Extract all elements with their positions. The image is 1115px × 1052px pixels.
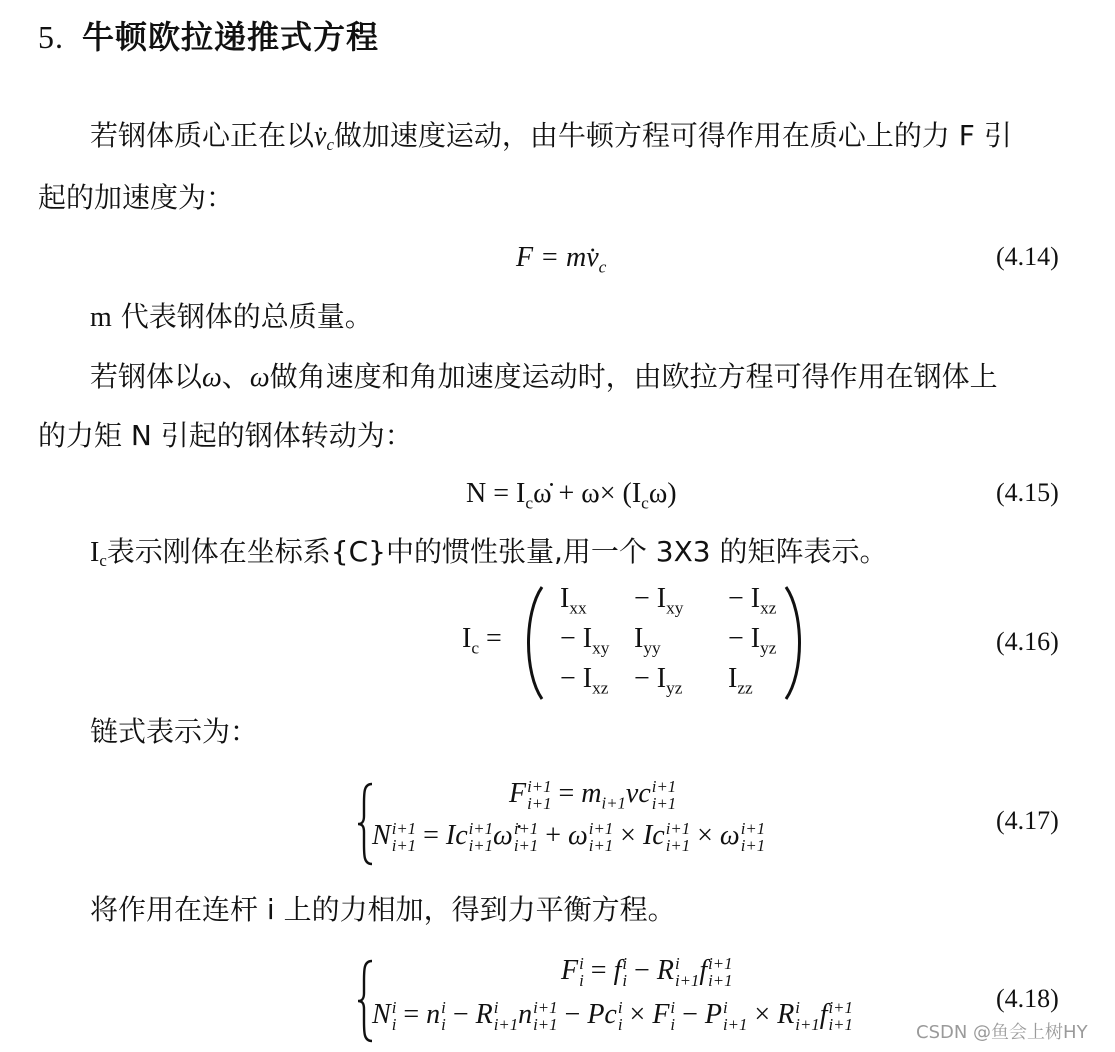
section-heading (38, 12, 379, 58)
equation-line: N i+1 i+1 = Ic i+1 i+1 ω̇ i+1 i+1 + ω i+1 i+1 × Ic i+1 i+1 × ω i+1 i+1 (372, 818, 766, 855)
matrix-cell: $I_{xx}$ (560, 583, 587, 618)
matrix-cell: − $I_{xy}$ (634, 583, 684, 618)
equation-number: (4.16) (996, 627, 1059, 656)
equation-line: F i+1 i+1 = $m_{i+1}vc$ i+1 i+1 (509, 776, 677, 813)
equation-4-17 (356, 778, 916, 868)
left-paren (520, 583, 546, 703)
equation-number: (4.14) (996, 242, 1059, 271)
right-paren (782, 583, 808, 703)
paragraph-line: 将作用在连杆 i 上的力相加，得到力平衡方程。 (90, 893, 676, 926)
matrix-lhs: $I_c$ = (462, 623, 502, 658)
equation-number: (4.17) (996, 806, 1059, 835)
equation-line: N i i = n i i − R i i+1 n i+1 i+1 − Pc i i × F i i − P i i+1 × R i i+1 f i+1 i+1 (372, 997, 853, 1034)
equation-4-14: $F = mv̇_c$ (516, 242, 607, 277)
paragraph-line: 的力矩 N 引起的钢体转动为： (38, 419, 413, 452)
matrix-cell: − $I_{xz}$ (560, 663, 609, 698)
matrix-cell: $I_{yy}$ (634, 623, 661, 658)
equation-4-18 (356, 955, 996, 1047)
paragraph-line: 链式表示为： (90, 715, 259, 748)
equation-number: (4.15) (996, 478, 1059, 507)
paragraph-line: 起的加速度为： (38, 181, 235, 214)
equation-4-15: $N = I_c\omegȧ + \omega\times (I_c\omega)$ (466, 478, 677, 513)
equation-line: F i i = f i i − R i i+1 f i+1 i+1 (561, 953, 733, 990)
velocity-symbol: v̇ (314, 121, 327, 152)
equation-number: (4.18) (996, 984, 1059, 1013)
watermark: CSDN @鱼会上树HY (916, 1022, 1088, 1043)
paragraph-line: 若钢体以ω、ω̇做角速度和角加速度运动时，由欧拉方程可得作用在钢体上 (90, 360, 998, 393)
matrix-cell: − $I_{xy}$ (560, 623, 610, 658)
section-title: 牛顿欧拉递推式方程 (82, 18, 380, 56)
matrix-cell: − $I_{xz}$ (728, 583, 777, 618)
matrix-cell: − $I_{yz}$ (728, 623, 777, 658)
matrix-cell: $I_{zz}$ (728, 663, 753, 698)
paragraph-line: m 代表钢体的总质量。 (90, 300, 373, 333)
paragraph-line: 若钢体质心正在以$v̇_c$做加速度运动，由牛顿方程可得作用在质心上的力 F 引 (90, 119, 1012, 154)
matrix-cell: − $I_{yz}$ (634, 663, 683, 698)
equation-4-16 (462, 583, 822, 703)
section-number: 5. (38, 19, 64, 55)
paragraph-line: $I_c$表示刚体在坐标系{C}中的惯性张量,用一个 3X3 的矩阵表示。 (90, 535, 888, 570)
